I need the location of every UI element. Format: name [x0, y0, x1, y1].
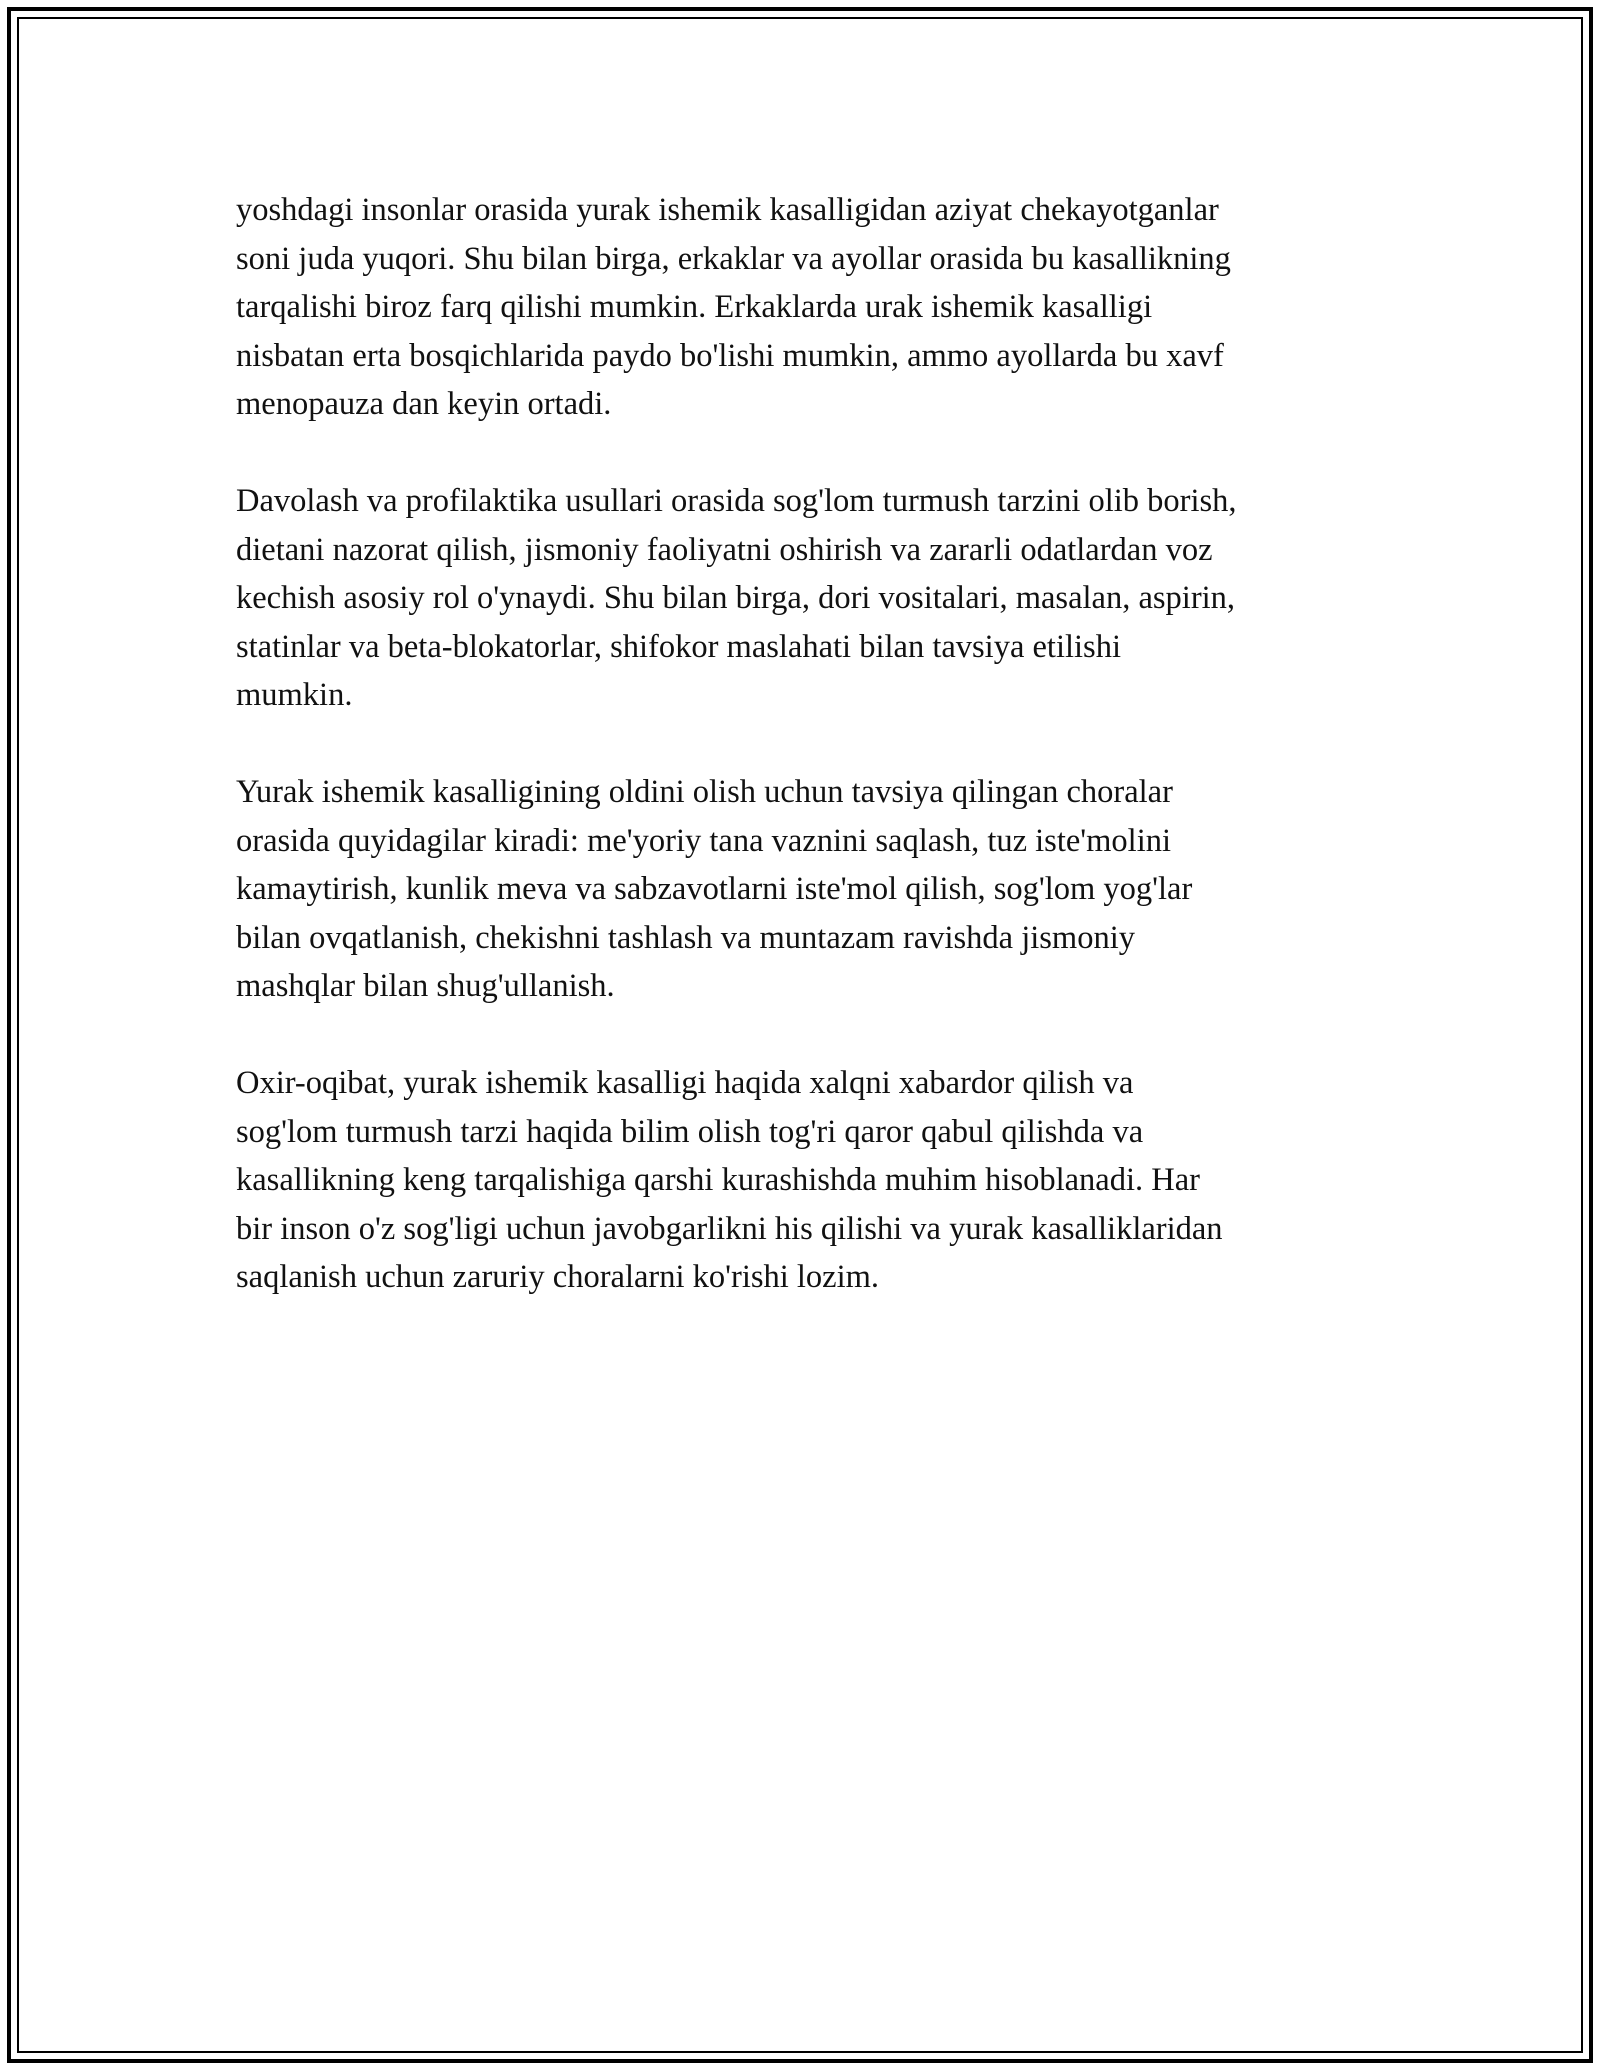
text-line: bir inson o'z sog'ligi uchun javobgarlikni his qilishi va yurak kasalliklaridan: [236, 1210, 1223, 1247]
text-line: kechish asosiy rol o'ynaydi. Shu bilan birga, dori vositalari, masalan, aspirin,: [236, 580, 1236, 616]
text-line: kamaytirish, kunlik meva va sabzavotlarni iste'mol qilish, sog'lom yog'lar: [236, 871, 1193, 907]
text-line: mumkin.: [236, 677, 353, 713]
paragraph-2: [236, 477, 1376, 720]
text-line: statinlar va beta-blokatorlar, shifokor maslahati bilan tavsiya etilishi: [236, 628, 1121, 665]
text-line: nisbatan erta bosqichlarida paydo bo'lishi mumkin, ammo ayollarda bu xavf: [236, 337, 1224, 374]
text-line: dietani nazorat qilish, jismoniy faoliyatni oshirish va zararli odatlardan voz: [236, 531, 1213, 568]
text-line: bilan ovqatlanish, chekishni tashlash va muntazam ravishda jismoniy: [236, 919, 1135, 956]
text-line: Yurak ishemik kasalligining oldini olish uchun tavsiya qilingan choralar: [236, 774, 1173, 810]
document-body: [236, 186, 1376, 1350]
text-line: orasida quyidagilar kiradi: me'yoriy tana vaznini saqlash, tuz iste'molini: [236, 822, 1172, 859]
paragraph-1: [236, 186, 1376, 429]
text-line: Davolash va profilaktika usullari orasida sog'lom turmush tarzini olib borish,: [236, 483, 1237, 519]
text-line: menopauza dan keyin ortadi.: [236, 386, 612, 422]
text-line: soni juda yuqori. Shu bilan birga, erkaklar va ayollar orasida bu kasallikning: [236, 240, 1231, 277]
paragraph-4: [236, 1059, 1376, 1302]
paragraph-3: [236, 768, 1376, 1011]
text-line: yoshdagi insonlar orasida yurak ishemik kasalligidan aziyat chekayotganlar: [236, 192, 1219, 228]
text-line: kasallikning keng tarqalishiga qarshi kurashishda muhim hisoblanadi. Har: [236, 1162, 1200, 1198]
text-line: Oxir-oqibat, yurak ishemik kasalligi haqida xalqni xabardor qilish va: [236, 1065, 1134, 1101]
text-line: sog'lom turmush tarzi haqida bilim olish tog'ri qaror qabul qilishda va: [236, 1113, 1144, 1150]
text-line: tarqalishi biroz farq qilishi mumkin. Erkaklarda urak ishemik kasalligi: [236, 289, 1153, 325]
text-line: saqlanish uchun zaruriy choralarni ko'rishi lozim.: [236, 1259, 880, 1295]
text-line: mashqlar bilan shug'ullanish.: [236, 968, 615, 1004]
